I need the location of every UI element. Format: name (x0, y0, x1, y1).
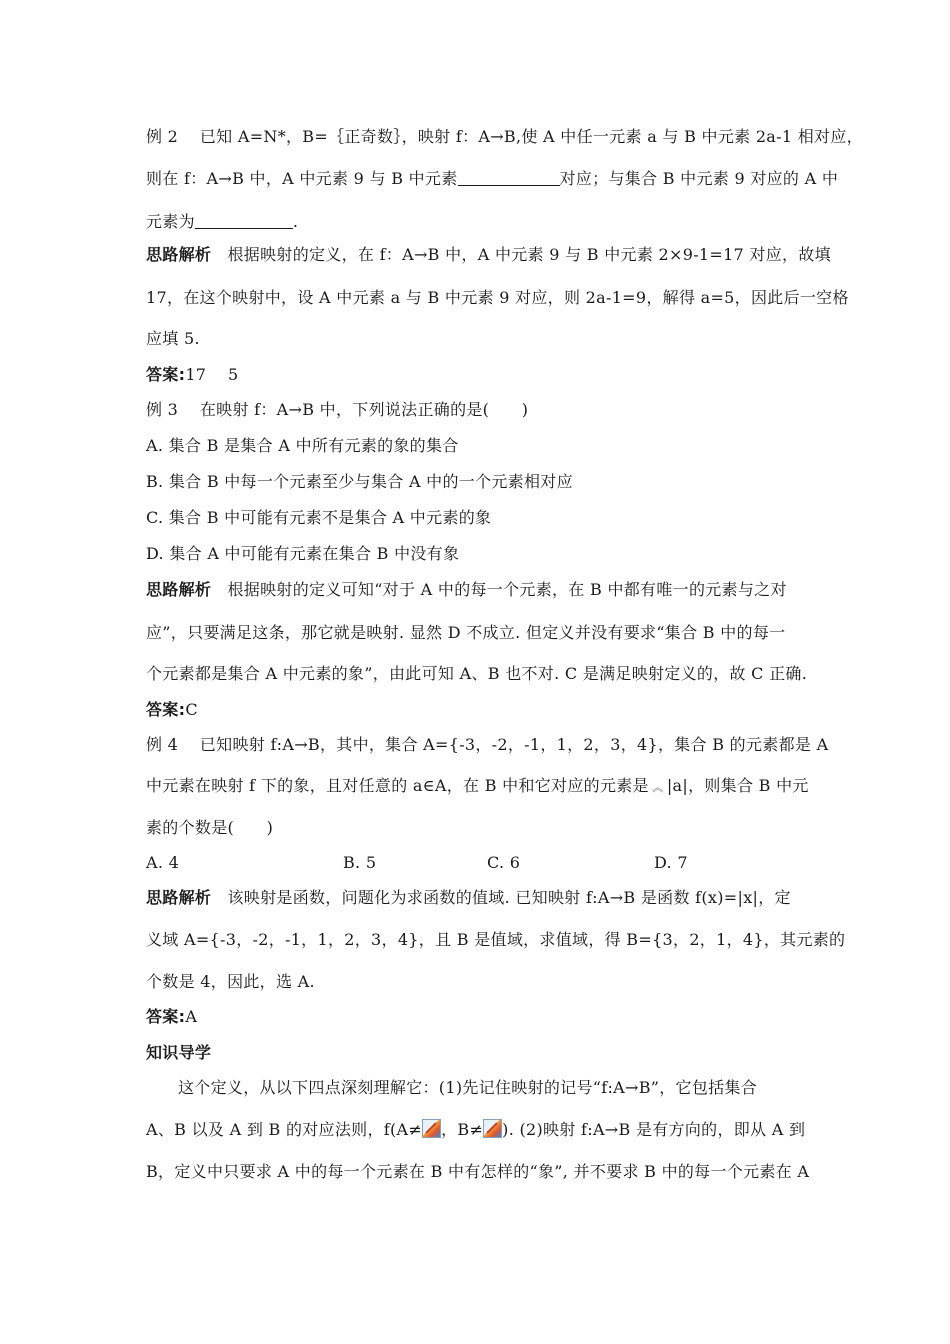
example3-option-d: D. 集合 A 中可能有元素在集合 B 中没有象 (146, 544, 460, 563)
example2-line3-text: 元素为 (146, 212, 195, 231)
example4-analysis-line1 (146, 887, 826, 909)
example2-analysis-line2: 17，在这个映射中，设 A 中元素 a 与 B 中元素 9 对应，则 2a-1=9，解得 a=5，因此后一空格 (146, 288, 849, 307)
example3-analysis-line3: 个元素都是集合 A 中元素的象”，由此可知 A、B 也不对. C 是满足映射定义的，故 C 正确. (146, 664, 808, 683)
analysis-label: 思路解析 (146, 888, 212, 907)
math-symbol-icon: ︽ (652, 781, 664, 794)
example2-answer (146, 364, 826, 386)
empty-set-image-icon (483, 1119, 502, 1138)
knowledge-line2-text-c: ). (2)映射 f:A→B 是有方向的，即从 A 到 (502, 1120, 806, 1139)
answer-value: A (185, 1007, 198, 1026)
analysis-text: 根据映射的定义可知“对于 A 中的每一个元素，在 B 中都有唯一的元素与之对 (211, 580, 787, 599)
analysis-label: 思路解析 (146, 245, 212, 264)
example4-line2-text-b: |a|，则集合 B 中元 (666, 776, 809, 795)
example3-answer (146, 699, 826, 721)
example3-option-b: B. 集合 B 中每一个元素至少与集合 A 中的一个元素相对应 (146, 472, 573, 491)
empty-set-image-icon (422, 1119, 441, 1138)
answer-value: C (185, 700, 198, 719)
example4-option-d: D. 7 (654, 853, 688, 872)
answer-blank-1 (458, 169, 560, 186)
answer-label: 答案: (146, 1007, 186, 1026)
example4-analysis-line2: 义域 A={-3，-2，-1，1，2，3，4}，且 B 是值域，求值域，得 B={3，2，1，4}，其元素的 (146, 930, 846, 949)
answer-value: 17 5 (185, 365, 239, 384)
example4-option-b: B. 5 (343, 853, 377, 872)
example4-option-c: C. 6 (487, 853, 521, 872)
example4-answer (146, 1006, 826, 1028)
knowledge-line1: 这个定义，从以下四点深刻理解它：(1)先记住映射的记号“f:A→B”，它包括集合 (178, 1078, 758, 1097)
knowledge-line2-text-b: ，B≠ (441, 1120, 484, 1139)
example2-line3 (146, 211, 826, 233)
example4-analysis-line3: 个数是 4，因此，选 A. (146, 972, 315, 991)
example4-line1: 例 4 已知映射 f:A→B，其中，集合 A={-3，-2，-1，1，2，3，4}，集合 B 的元素都是 A (146, 735, 829, 754)
example2-line2-text-b: 对应；与集合 B 中元素 9 对应的 A 中 (559, 169, 839, 188)
example3-option-c: C. 集合 B 中可能有元素不是集合 A 中元素的象 (146, 508, 492, 527)
analysis-text: 根据映射的定义，在 f：A→B 中，A 中元素 9 与 B 中元素 2×9-1=17 对应，故填 (211, 245, 831, 264)
knowledge-line2-text: A、B 以及 A 到 B 的对应法则，f(A≠ (146, 1120, 423, 1139)
answer-blank-2 (195, 212, 293, 229)
example2-analysis-line1 (146, 244, 831, 266)
example4-line3: 素的个数是( ) (146, 818, 274, 837)
analysis-label: 思路解析 (146, 580, 212, 599)
answer-label: 答案: (146, 365, 186, 384)
example2-line2 (146, 168, 839, 190)
example4-line2-text: 中元素在映射 f 下的象，且对任意的 a∈A，在 B 中和它对应的元素是 (146, 776, 649, 795)
knowledge-heading: 知识导学 (146, 1043, 212, 1062)
example3-option-a: A. 集合 B 是集合 A 中所有元素的象的集合 (146, 436, 459, 455)
example2-line3-period: . (292, 212, 299, 231)
example2-line2-text: 则在 f：A→B 中，A 中元素 9 与 B 中元素 (146, 169, 458, 188)
knowledge-line3: B，定义中只要求 A 中的每一个元素在 B 中有怎样的“象”, 并不要求 B 中的每一个元素在 A (146, 1162, 810, 1181)
answer-label: 答案: (146, 700, 186, 719)
knowledge-line2 (146, 1119, 826, 1141)
example4-line2 (146, 775, 826, 799)
analysis-text: 该映射是函数，问题化为求函数的值域. 已知映射 f:A→B 是函数 f(x)=|x|，定 (211, 888, 791, 907)
example3-question: 例 3 在映射 f：A→B 中，下列说法正确的是( ) (146, 400, 529, 419)
example2-line1: 例 2 已知 A=N*，B=｛正奇数｝，映射 f：A→B,使 A 中任一元素 a 与 B 中元素 2a-1 相对应， (146, 127, 863, 146)
example3-analysis-line1 (146, 579, 826, 601)
example2-analysis-line3: 应填 5. (146, 329, 200, 348)
example4-option-a: A. 4 (146, 853, 180, 872)
example3-analysis-line2: 应”，只要满足这条，那它就是映射. 显然 D 不成立. 但定义并没有要求“集合 B 中的每一 (146, 623, 786, 642)
